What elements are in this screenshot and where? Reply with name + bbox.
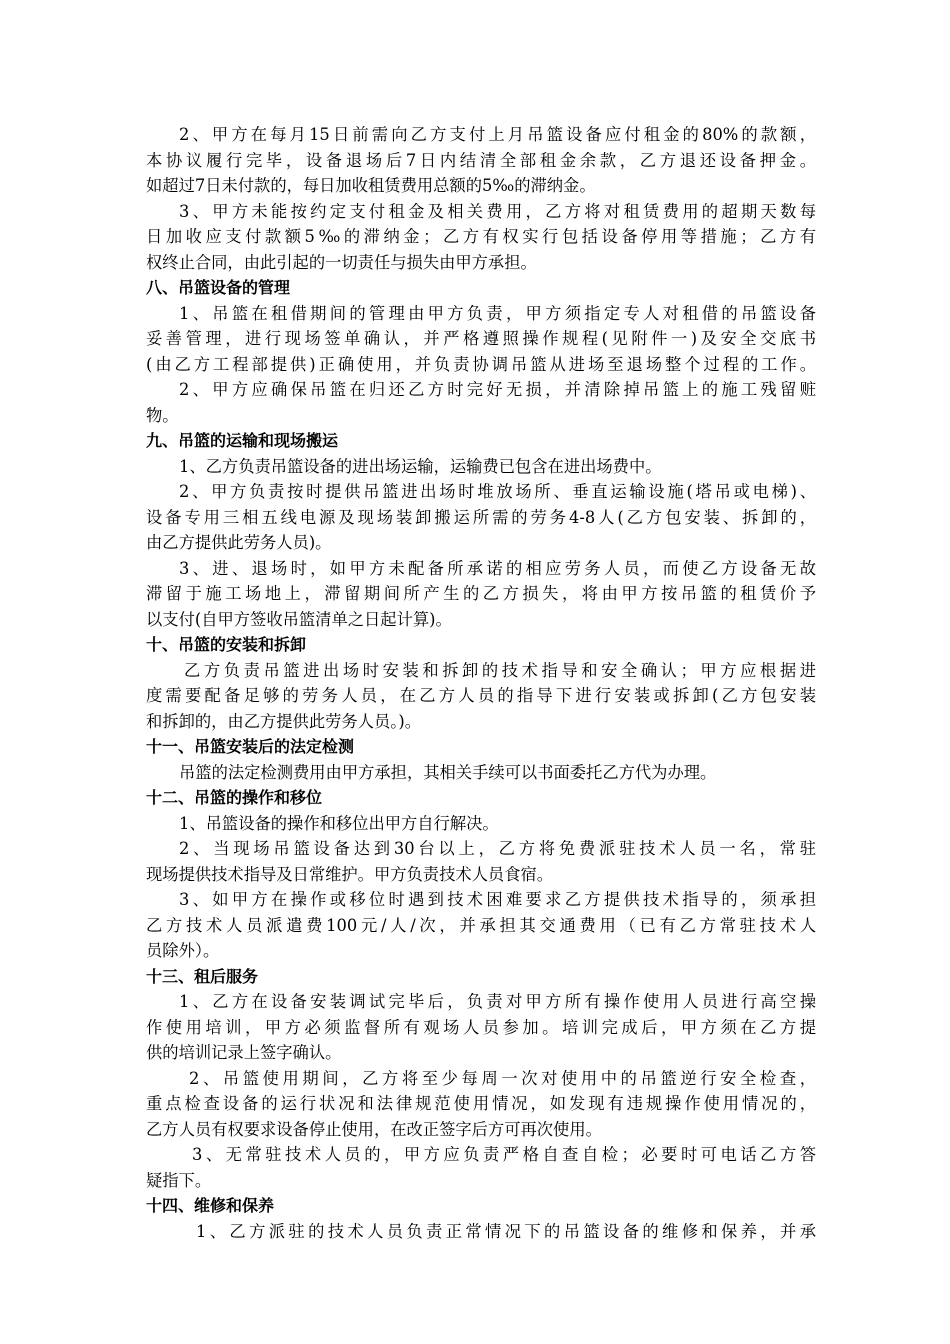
paragraph-line: 1、乙方派驻的技术人员负责正常情况下的吊篮设备的维修和保养，并承	[196, 1221, 816, 1241]
paragraph-line: 本协议履行完毕，设备退场后7日内结清全部租金余款，乙方退还设备押金。	[146, 150, 816, 170]
paragraph-line: 设备专用三相五线电源及现场装卸搬运所需的劳务4-8人(乙方包安装、拆卸的，	[146, 507, 816, 527]
section-heading: 八、吊篮设备的管理	[146, 278, 291, 297]
paragraph-line: 3、无常驻技术人员的，甲方应负责严格自查自检；必要时可电话乙方答	[192, 1145, 816, 1164]
section-heading: 十四、维修和保养	[146, 1196, 275, 1215]
document-body	[146, 122, 816, 1244]
paragraph-line: 1、吊篮设备的操作和移位出甲方自行解决。	[179, 813, 499, 833]
section-heading: 十三、租后服务	[146, 966, 259, 986]
paragraph-line: 乙方人员有权要求设备停止使用，在改正签字后方可再次使用。	[146, 1119, 602, 1139]
paragraph-line: 供的培训记录上签字确认。	[146, 1043, 342, 1062]
paragraph-line: 现场提供技术指导及日常维护。甲方负责技术人员食宿。	[146, 864, 554, 884]
paragraph-line: 重点检查设备的运行状况和法律规范使用情况，如发现有违规操作使用情况的，	[146, 1094, 816, 1113]
paragraph-line: 由乙方提供此劳务人员)。	[146, 533, 332, 552]
paragraph-line: 以支付(自甲方签收吊篮清单之日起计算)。	[146, 609, 452, 629]
paragraph-line: (由乙方工程部提供)正确使用，并负责协调吊篮从进场至退场整个过程的工作。	[146, 354, 816, 374]
section-heading: 十、吊篮的安装和拆卸	[146, 635, 307, 654]
paragraph-line: 妥善管理，进行现场签单确认，并严格遵照操作规程(见附件一)及安全交底书	[146, 329, 816, 348]
paragraph-line: 滞留于施工场地上，滞留期间所产生的乙方损失，将由甲方按吊篮的租赁价予	[146, 584, 816, 603]
paragraph-line: 3、如甲方在操作或移位时遇到技术困难要求乙方提供技术指导的，须承担	[179, 890, 816, 909]
paragraph-line: 3、进、退场时，如甲方未配备所承诺的相应劳务人员，而使乙方设备无故	[179, 558, 816, 578]
paragraph-line: 员除外）。	[146, 941, 220, 960]
paragraph-line: 2、甲方负责按时提供吊篮进出场时堆放场所、垂直运输设施(塔吊或电梯)、	[179, 482, 816, 501]
section-heading: 十二、吊篮的操作和移位	[146, 788, 323, 807]
paragraph-line: 物。	[146, 405, 179, 425]
paragraph-line: 2、甲方应确保吊篮在归还乙方时完好无损，并清除掉吊篮上的施工残留赃	[179, 380, 816, 399]
paragraph-line: 日加收应支付款额5‰的滞纳金；乙方有权实行包括设备停用等措施；乙方有	[146, 227, 816, 246]
paragraph-line: 乙方负责吊篮进出场时安装和拆卸的技术指导和安全确认；甲方应根据进	[184, 660, 816, 680]
section-heading: 十一、吊篮安装后的法定检测	[146, 737, 355, 756]
paragraph-line: 1、吊篮在租借期间的管理由甲方负责，甲方须指定专人对租借的吊篮设备	[179, 303, 816, 323]
paragraph-line: 疑指下。	[146, 1170, 212, 1190]
paragraph-line: 权终止合同，由此引起的一切责任与损失由甲方承担。	[146, 252, 537, 272]
paragraph-line: 乙方技术人员派遣费100元/人/次，并承担其交通费用（已有乙方常驻技术人	[146, 915, 816, 935]
paragraph-line: 作使用培训，甲方必须监督所有观场人员参加。培训完成后，甲方须在乙方提	[146, 1017, 816, 1037]
section-heading: 九、吊篮的运输和现场搬运	[146, 431, 339, 450]
paragraph-line: 度需要配备足够的劳务人员，在乙方人员的指导下进行安装或拆卸(乙方包安装	[146, 686, 816, 705]
paragraph-line: 1、乙方负责吊篮设备的进出场运输，运输费已包含在进出场费中。	[179, 456, 662, 476]
paragraph-line: 3、甲方未能按约定支付租金及相关费用，乙方将对租赁费用的超期天数每	[179, 201, 816, 221]
paragraph-line: 1、乙方在设备安装调试完毕后，负责对甲方所有操作使用人员进行高空操	[179, 992, 816, 1011]
paragraph-line: 和拆卸的，由乙方提供此劳务人员。)。	[146, 711, 421, 731]
paragraph-line: 2、吊篮使用期间，乙方将至少每周一次对使用中的吊篮逆行安全检查，	[189, 1068, 816, 1088]
paragraph-line: 如超过7日未付款的，每日加收租赁费用总额的5‰的滞纳金。	[146, 176, 596, 195]
paragraph-line: 吊篮的法定检测费用由甲方承担，其相关手续可以书面委托乙方代为办理。	[179, 762, 717, 782]
paragraph-line: 2、甲方在每月15日前需向乙方支付上月吊篮设备应付租金的80%的款额，	[179, 125, 816, 144]
paragraph-line: 2、当现场吊篮设备达到30台以上，乙方将免费派驻技术人员一名，常驻	[179, 839, 816, 858]
